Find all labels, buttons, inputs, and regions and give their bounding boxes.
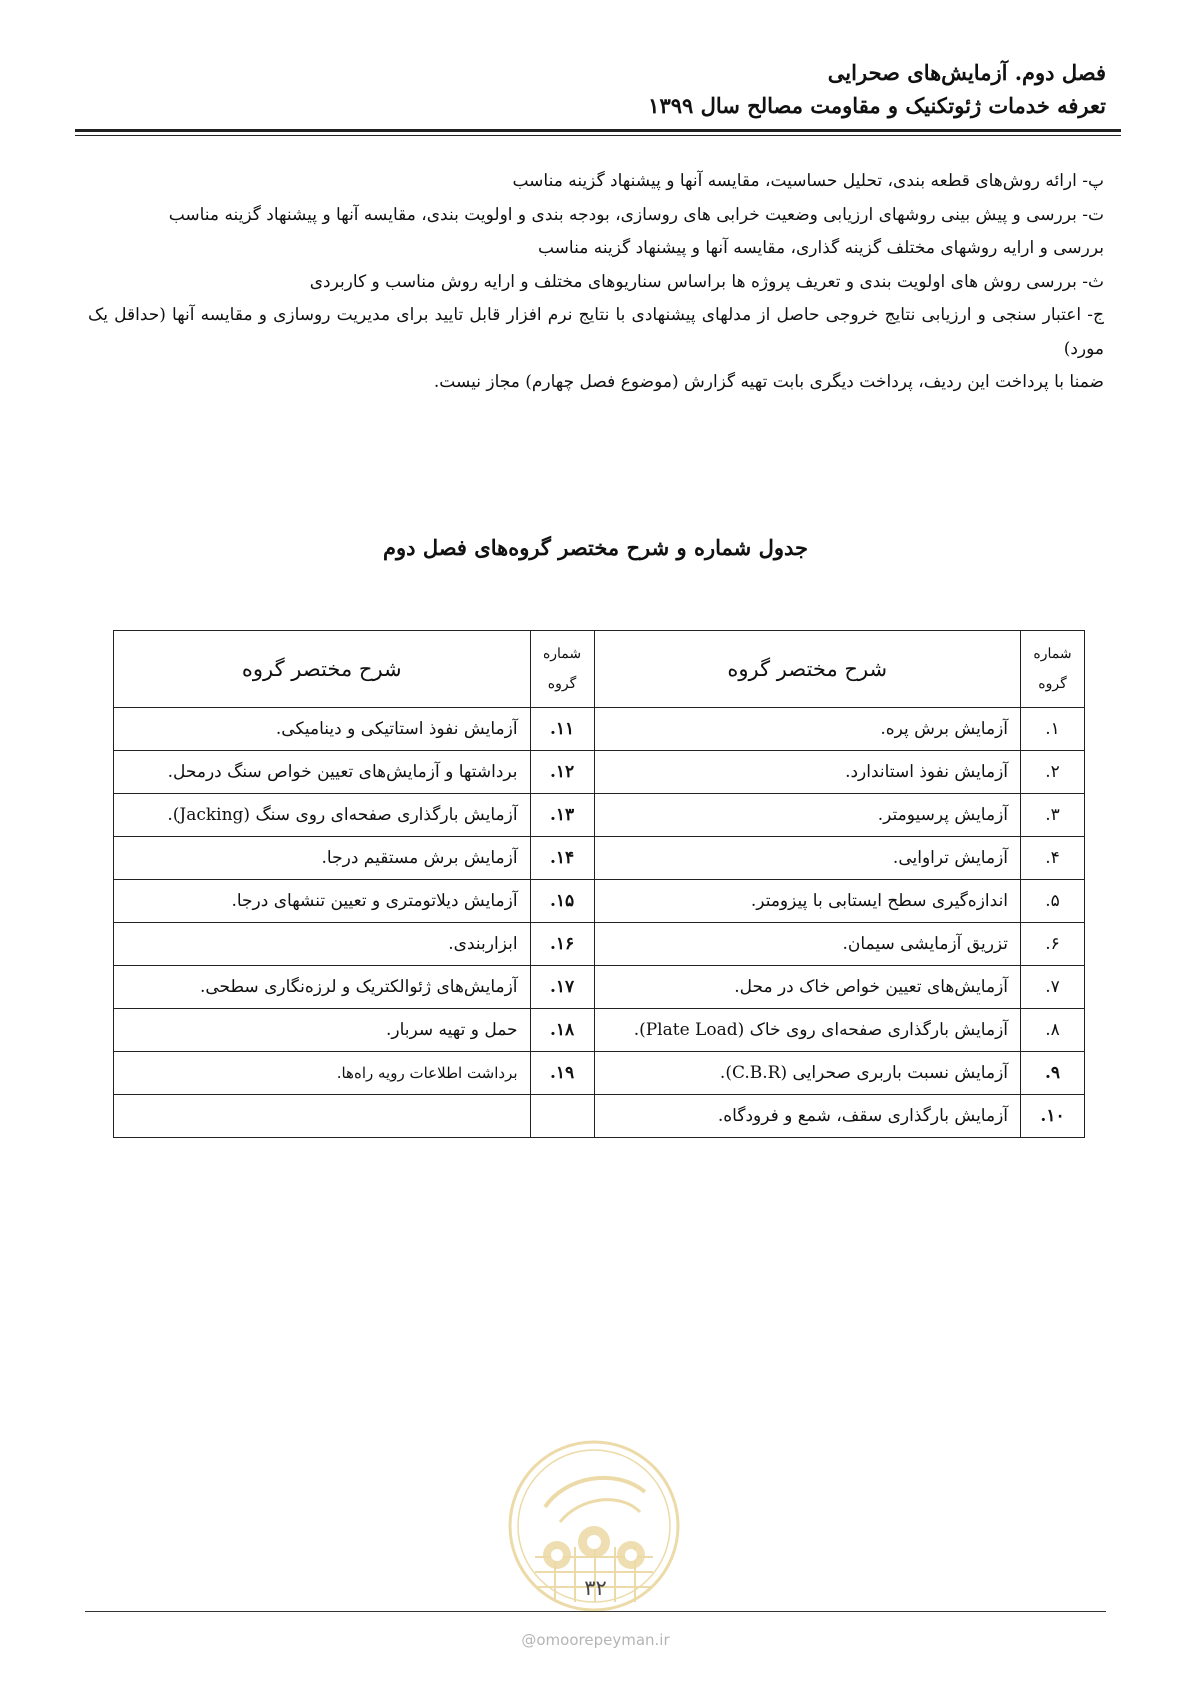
website-watermark: @omoorepeyman.ir: [521, 1631, 670, 1649]
header-rule-thick: [75, 129, 1121, 132]
group-number: ۹.: [1021, 1052, 1085, 1095]
group-number: ۱۸.: [530, 1009, 594, 1052]
group-number: ۱۶.: [530, 923, 594, 966]
group-number: ۲.: [1021, 751, 1085, 794]
group-description: برداشت اطلاعات رویه راه‌ها.: [114, 1052, 531, 1095]
group-description: ابزاربندی.: [114, 923, 531, 966]
group-number: ۱۷.: [530, 966, 594, 1009]
table-row: [114, 751, 1085, 794]
group-description: آزمایش برش مستقیم درجا.: [114, 837, 531, 880]
paragraph-j: ج- اعتبار سنجی و ارزیابی نتایج خروجی حاصل از مدلهای پیشنهادی با نتایج نرم افزار قابل تایید برای مدیریت روسازی و مقایسه آنها (حداقل یک مورد): [88, 305, 1104, 359]
group-description: اندازه‌گیری سطح ایستابی با پیزومتر.: [594, 880, 1021, 923]
header-group-label: گروه: [1038, 676, 1067, 692]
table-header-row: [114, 631, 1085, 708]
paragraph-t-cont: بررسی و ارایه روشهای مختلف گزینه گذاری، مقایسه آنها و پیشنهاد گزینه مناسب: [537, 238, 1104, 258]
group-number: ۷.: [1021, 966, 1085, 1009]
group-description: تزریق آزمایشی سیمان.: [594, 923, 1021, 966]
group-number: ۱۴.: [530, 837, 594, 880]
group-description: آزمایش‌های ژئوالکتریک و لرزه‌نگاری سطحی.: [114, 966, 531, 1009]
group-description: [114, 1095, 531, 1138]
groups-table: [113, 630, 1085, 1138]
group-number: ۱۵.: [530, 880, 594, 923]
paragraph-th: ث- بررسی روش های اولویت بندی و تعریف پروژه ها براساس سناریوهای مختلف و ارایه روش مناسب و کاربردی: [309, 271, 1104, 292]
body-text: [88, 165, 1104, 400]
footer-rule: [85, 1611, 1106, 1612]
group-number: ۸.: [1021, 1009, 1085, 1052]
group-description: آزمایش نسبت باربری صحرایی (C.B.R).: [594, 1052, 1021, 1095]
page-number: ۳۲: [584, 1576, 607, 1600]
group-number: ۵.: [1021, 880, 1085, 923]
group-description: آزمایش دیلاتومتری و تعیین تنشهای درجا.: [114, 880, 531, 923]
table-row: [114, 1095, 1085, 1138]
group-description: آزمایش بارگذاری سقف، شمع و فرودگاه.: [594, 1095, 1021, 1138]
header-group-label: گروه: [547, 676, 577, 692]
paragraph-t: ت- بررسی و پیش بینی روشهای ارزیابی وضعیت خرابی های روسازی، بودجه بندی و اولویت بندی، مقایسه آنها و پیشنهاد گزینه مناسب: [168, 204, 1104, 225]
header-group-number: [1021, 631, 1085, 708]
table-row: [114, 1052, 1085, 1095]
header-number-label: شماره: [542, 646, 582, 662]
group-description: آزمایش تراوایی.: [594, 837, 1021, 880]
table-row: [114, 966, 1085, 1009]
chapter-title: فصل دوم. آزمایش‌های صحرایی: [827, 60, 1106, 85]
group-number: ۴.: [1021, 837, 1085, 880]
group-number: ۱.: [1021, 708, 1085, 751]
header-rule-thin: [75, 135, 1121, 136]
group-description: حمل و تهیه سربار.: [114, 1009, 531, 1052]
group-number: ۱۱.: [530, 708, 594, 751]
paragraph-note: ضمنا با پرداخت این ردیف، پرداخت دیگری بابت تهیه گزارش (موضوع فصل چهارم) مجاز نیست.: [433, 372, 1104, 392]
group-description: آزمایش نفوذ استاتیکی و دینامیکی.: [114, 708, 531, 751]
document-subtitle: تعرفه خدمات ژئوتکنیک و مقاومت مصالح سال ۱۳۹۹: [648, 93, 1106, 118]
table-title: جدول شماره و شرح مختصر گروه‌های فصل دوم: [383, 535, 808, 560]
table-row: [114, 708, 1085, 751]
header-group-number: [530, 631, 594, 708]
group-description: آزمایش برش پره.: [594, 708, 1021, 751]
group-description: آزمایش بارگذاری صفحه‌ای روی خاک (Plate Load).: [594, 1009, 1021, 1052]
header-number-label: شماره: [1033, 646, 1072, 662]
group-description: آزمایش بارگذاری صفحه‌ای روی سنگ (Jacking).: [114, 794, 531, 837]
page-header: [75, 56, 1106, 122]
group-number: [530, 1095, 594, 1138]
group-number: ۱۳.: [530, 794, 594, 837]
header-group-description: شرح مختصر گروه: [114, 631, 531, 708]
group-number: ۱۰.: [1021, 1095, 1085, 1138]
group-description: آزمایش پرسیومتر.: [594, 794, 1021, 837]
table-row: [114, 880, 1085, 923]
group-number: ۶.: [1021, 923, 1085, 966]
group-number: ۳.: [1021, 794, 1085, 837]
group-description: برداشتها و آزمایش‌های تعیین خواص سنگ درمحل.: [114, 751, 531, 794]
table-row: [114, 794, 1085, 837]
header-group-description: شرح مختصر گروه: [594, 631, 1021, 708]
group-number: ۱۹.: [530, 1052, 594, 1095]
table-row: [114, 837, 1085, 880]
paragraph-p: پ- ارائه روش‌های قطعه بندی، تحلیل حساسیت، مقایسه آنها و پیشنهاد گزینه مناسب: [512, 171, 1104, 191]
group-description: آزمایش‌های تعیین خواص خاک در محل.: [594, 966, 1021, 1009]
table-row: [114, 923, 1085, 966]
group-description: آزمایش نفوذ استاندارد.: [594, 751, 1021, 794]
group-number: ۱۲.: [530, 751, 594, 794]
table-row: [114, 1009, 1085, 1052]
